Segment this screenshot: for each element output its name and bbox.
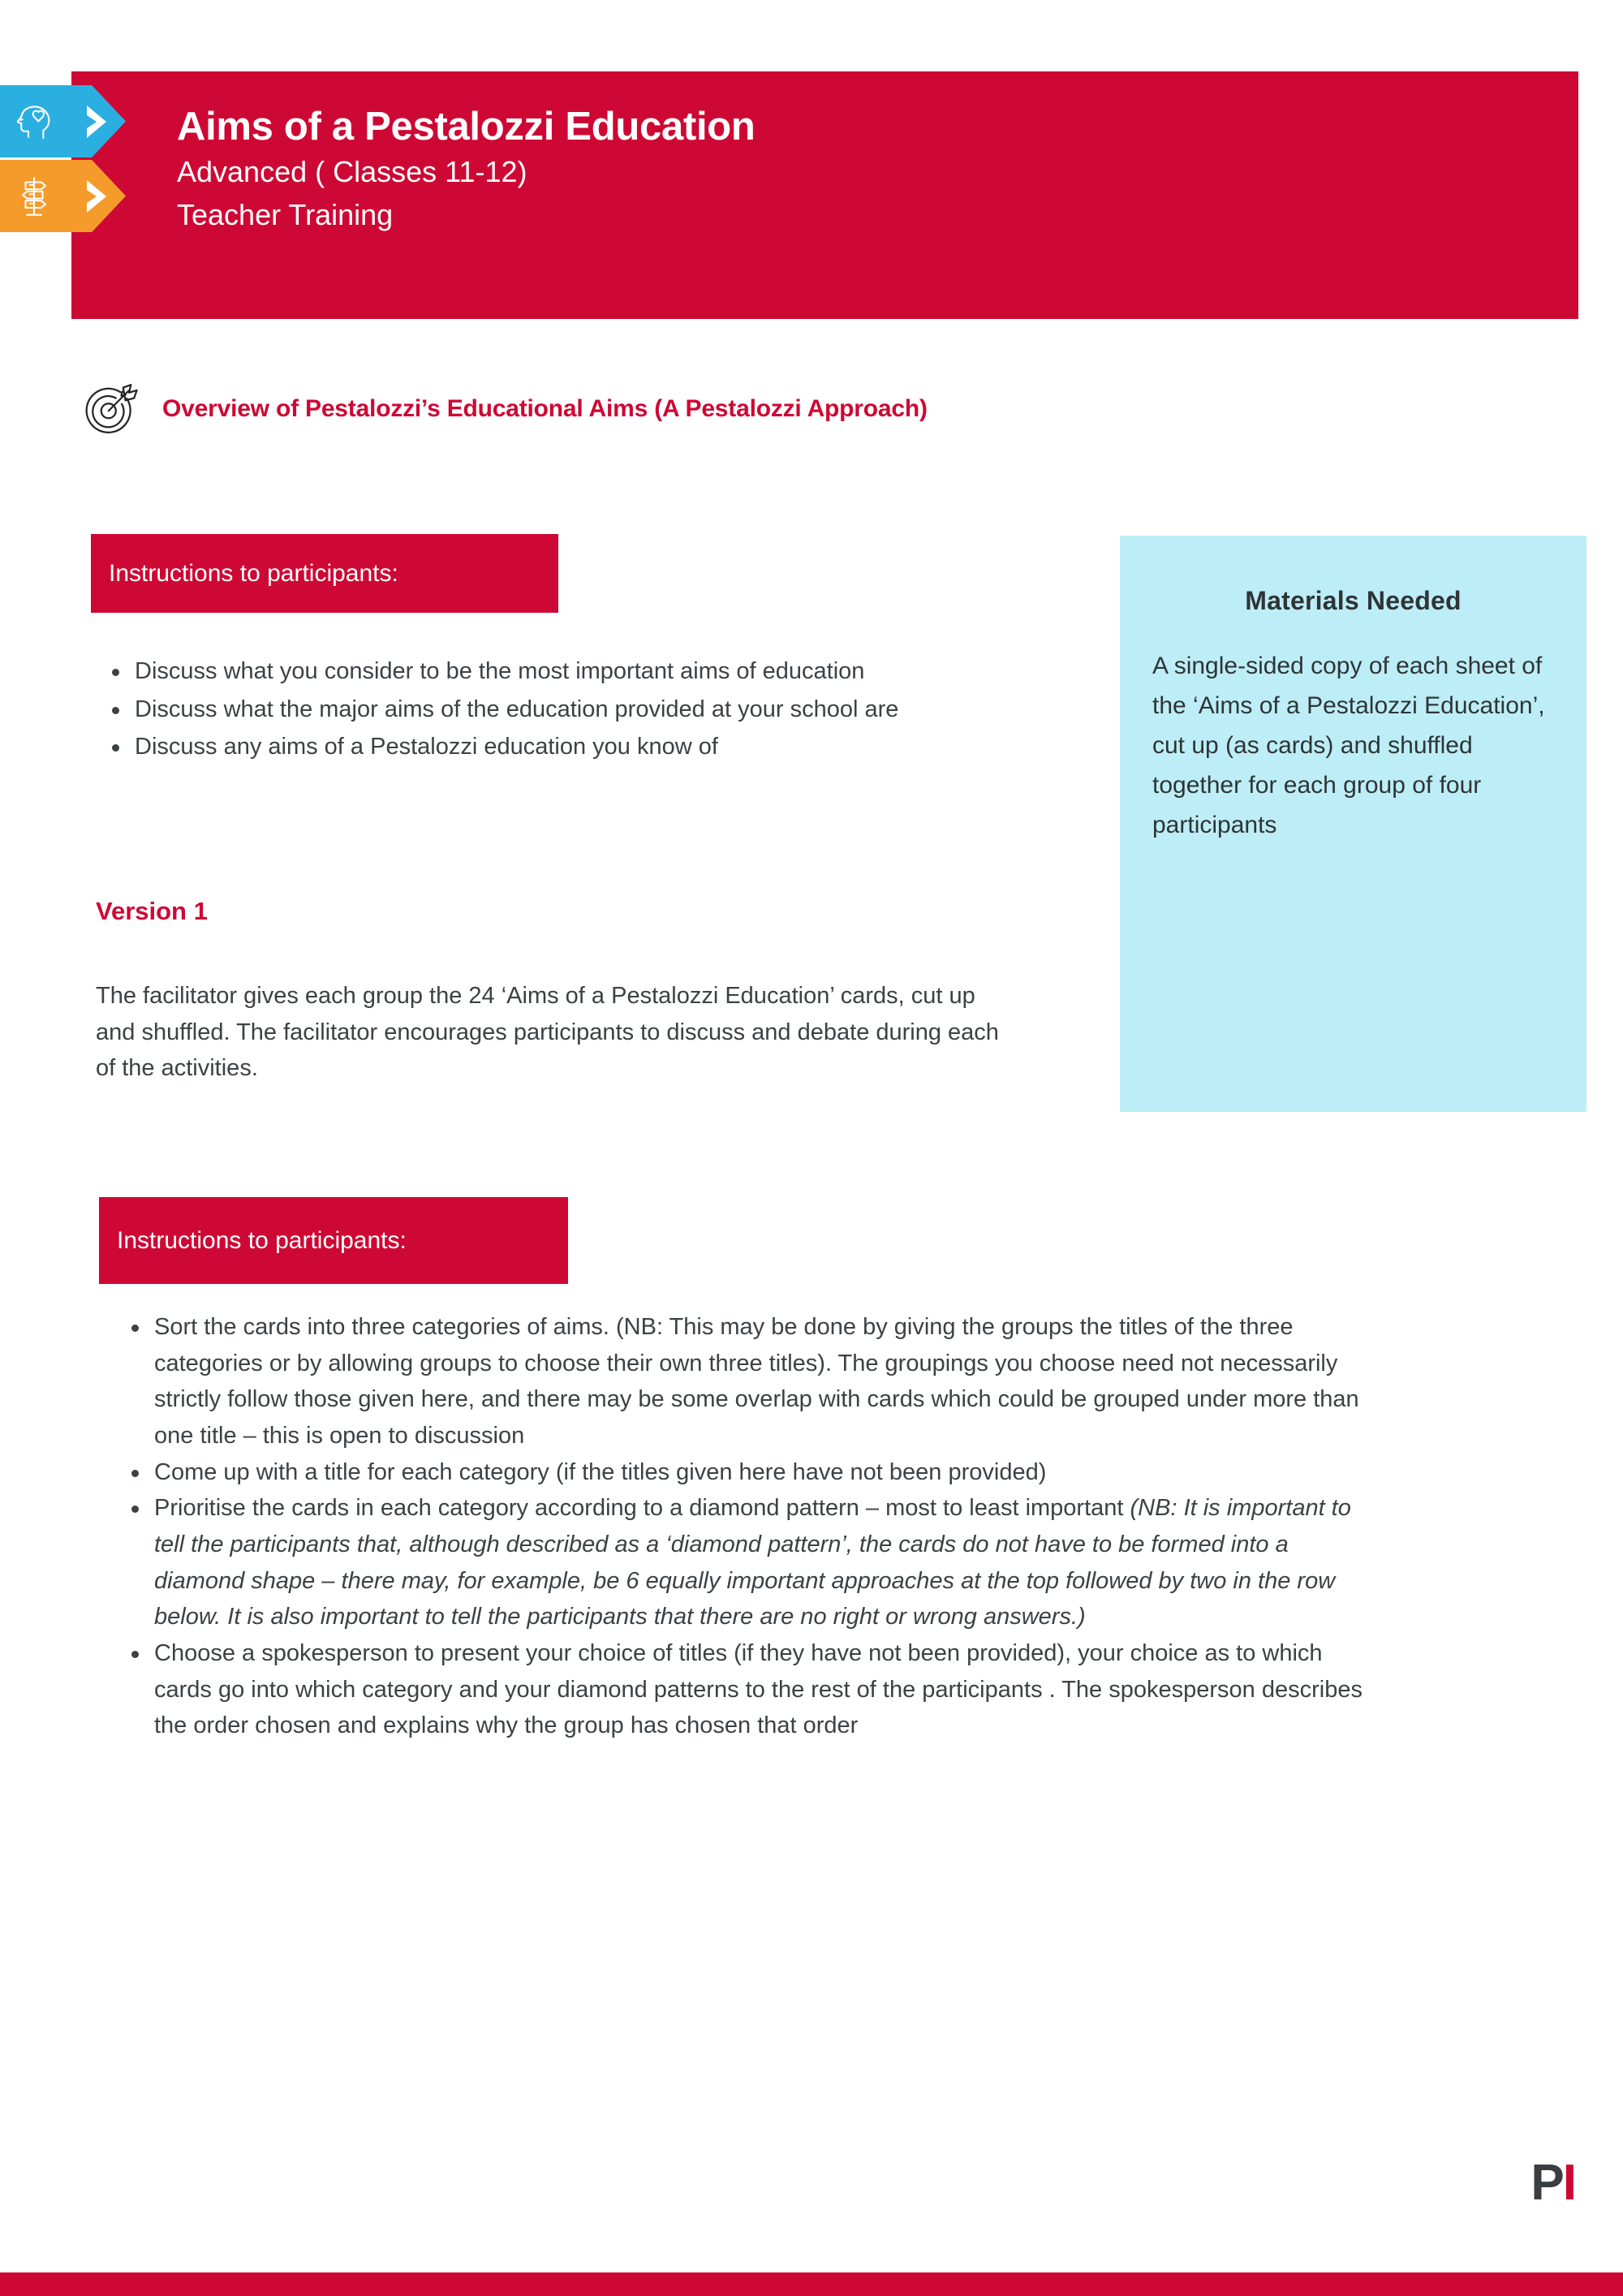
- footer-red-bar: [0, 2272, 1623, 2296]
- list-item: Discuss what you consider to be the most important aims of education: [102, 653, 1003, 690]
- list-item-text: Prioritise the cards in each category according to a diamond pattern – most to least important: [154, 1495, 1130, 1522]
- chevron-blue: [0, 85, 126, 157]
- list-item: [122, 1490, 1363, 1635]
- list-item: Discuss what the major aims of the education provided at your school are: [102, 691, 1003, 728]
- list-item-text: Sort the cards into three categories of aims. (NB: This may be done by giving the groups the titles of the three categories or by allowing groups to choose their own three titles). The groupings you choose need not necessarily strictly follow those given here, and there may be some overlap with cards which could be grouped under more than one title – this is open to discussion: [154, 1314, 1359, 1449]
- materials-body: A single-sided copy of each sheet of the ‘Aims of a Pestalozzi Education’, cut up (as cards) and shuffled together for each group of four participants: [1152, 653, 1545, 838]
- list-item-text: Come up with a title for each category (if the titles given here have not been provided): [154, 1458, 1047, 1485]
- logo-letter-p: P: [1530, 2155, 1563, 2211]
- instructions-label-main: Instructions to participants:: [99, 1197, 568, 1284]
- logo-letter-i: I: [1562, 2155, 1576, 2211]
- instructions-top-list: [102, 653, 1003, 767]
- chevron-arrow-icon: [85, 179, 108, 214]
- header-chevrons: [0, 85, 126, 231]
- header-text-block: [177, 104, 756, 235]
- document-subtitle-audience: Teacher Training: [177, 197, 394, 231]
- document-subtitle-level: Advanced ( Classes 11-12): [177, 155, 527, 189]
- list-item: [122, 1635, 1363, 1744]
- materials-title: Materials Needed: [1245, 586, 1462, 615]
- list-item-italic: (NB: It is important to tell the participants that, although described as a ‘diamond pattern’, the cards do not have to be formed into a diamond shape – there may, for example, be 6 equally important approaches at the top followed by two in the row below. It is also important to tell the participants that there are no right or wrong answers.): [154, 1495, 1351, 1630]
- list-item: [122, 1309, 1363, 1454]
- list-item-text: Choose a spokesperson to present your choice of titles (if they have not been provided), your choice as to which cards go into which category and your diamond patterns to the rest of the participants . The spokesperson describes the order chosen and explains why the group has chosen that order: [154, 1639, 1363, 1739]
- section-heading-text: Overview of Pestalozzi’s Educational Aims (A Pestalozzi Approach): [162, 395, 928, 422]
- materials-needed-box: [1120, 536, 1586, 1112]
- section-heading: [81, 380, 928, 438]
- signpost-icon: [11, 174, 57, 219]
- head-with-heart-icon: [11, 99, 57, 144]
- list-item: [122, 1454, 1363, 1491]
- target-arrow-icon: [81, 380, 140, 438]
- instructions-main-list: [122, 1309, 1363, 1744]
- instructions-label-top: Instructions to participants:: [91, 534, 558, 613]
- document-title: Aims of a Pestalozzi Education: [177, 105, 756, 149]
- chevron-arrow-icon: [85, 104, 108, 140]
- pestalozzi-logo: [1530, 2155, 1576, 2211]
- version-label: Version 1: [96, 897, 208, 925]
- list-item: Discuss any aims of a Pestalozzi education you know of: [102, 729, 1003, 765]
- version-paragraph: The facilitator gives each group the 24 ‘Aims of a Pestalozzi Education’ cards, cut up and shuffled. The facilitator encourages participants to discuss and debate during each of the activities.: [96, 983, 999, 1082]
- chevron-orange: [0, 160, 126, 232]
